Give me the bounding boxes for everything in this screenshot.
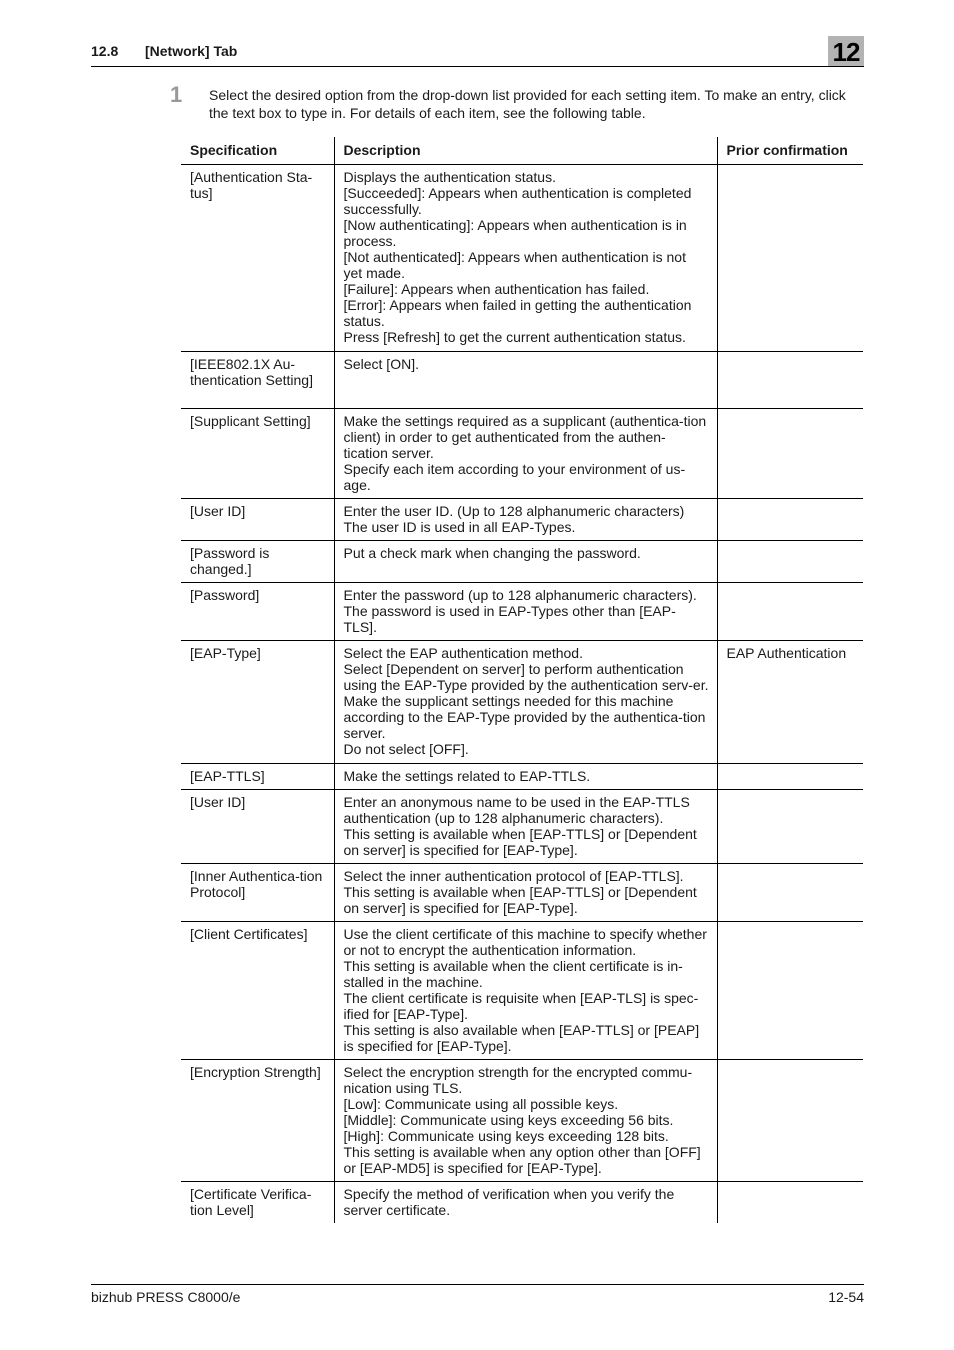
cell-prior-confirmation [717,351,863,408]
cell-specification: [User ID] [181,789,334,863]
description-line: Make the settings related to EAP-TTLS. [343,767,591,784]
table-row [181,408,863,498]
description-line: The password is used in EAP-Types other than [EAP-TLS]. [343,602,676,635]
description-line: Select [ON]. [343,355,419,372]
step-instruction: Select the desired option from the drop-down list provided for each setting item. To make an entry, click the text box to type in. For details of each item, see the following table. [209,87,846,121]
page-header [91,37,864,67]
description-line: Select the EAP authentication method. [343,644,583,661]
page-footer [91,1284,864,1305]
description-line: Select [Dependent on server] to perform authentication using the EAP-Type provided by the authentication serv-er. Make the supplicant settings needed for this machine according to the EAP-Type provided by the authentica-tion server. [343,660,709,741]
description-line: [Now authenticating]: Appears when authentication is in process. [343,216,687,249]
description-line: [Low]: Communicate using all possible keys. [343,1095,619,1112]
table-row [181,921,863,1059]
cell-description [334,789,717,863]
cell-prior-confirmation [717,582,863,640]
cell-prior-confirmation [717,789,863,863]
cell-prior-confirmation [717,921,863,1059]
description-line: Select the inner authentication protocol of [EAP-TTLS]. [343,867,684,884]
cell-prior-confirmation [717,763,863,789]
settings-table [181,137,863,1223]
description-line: Displays the authentication status. [343,168,556,185]
page-number: 12-54 [828,1289,864,1305]
table-row [181,582,863,640]
cell-description [334,1059,717,1181]
description-line: [Failure]: Appears when authentication has failed. [343,280,650,297]
table-row [181,863,863,921]
section-title: [Network] Tab [145,43,238,59]
description-line: This setting is available when [EAP-TTLS] or [Dependent on server] is specified for [EAP-Type]. [343,883,697,916]
table-row [181,351,863,408]
cell-specification: [Authentication Sta-tus] [181,164,334,351]
cell-specification: [EAP-Type] [181,640,334,763]
description-line: The user ID is used in all EAP-Types. [343,518,576,535]
cell-specification: [Supplicant Setting] [181,408,334,498]
description-line: Select the encryption strength for the encrypted commu-nication using TLS. [343,1063,693,1096]
description-line: Use the client certificate of this machine to specify whether or not to encrypt the authentication information. [343,925,707,958]
column-header-prior-confirmation: Prior confirmation [717,137,863,164]
cell-specification: [Password is changed.] [181,540,334,582]
table-row [181,540,863,582]
cell-description [334,921,717,1059]
cell-description [334,498,717,540]
cell-specification: [Client Certificates] [181,921,334,1059]
cell-prior-confirmation [717,498,863,540]
cell-description [334,863,717,921]
cell-specification: [User ID] [181,498,334,540]
cell-specification: [Certificate Verifica-tion Level] [190,1185,312,1218]
cell-prior-confirmation [717,540,863,582]
cell-prior-confirmation: EAP Authentication [717,640,863,763]
cell-description [334,164,717,351]
step-number: 1 [170,82,183,107]
table-row [181,1181,863,1223]
cell-description [334,1181,717,1223]
cell-prior-confirmation [717,408,863,498]
description-line: [High]: Communicate using keys exceeding 128 bits. [343,1127,669,1144]
column-header-description: Description [334,137,717,164]
description-line: Specify the method of verification when you verify the server certificate. [343,1185,675,1218]
description-line: Enter the user ID. (Up to 128 alphanumeric characters) [343,502,685,519]
cell-prior-confirmation [717,164,863,351]
description-line: Press [Refresh] to get the current authentication status. [343,328,686,345]
cell-specification: [Encryption Strength] [181,1059,334,1181]
description-line: This setting is available when any option other than [OFF] or [EAP-MD5] is specified for [EAP-Type]. [343,1143,701,1176]
cell-description [334,582,717,640]
cell-prior-confirmation [717,1181,863,1223]
description-line: [Not authenticated]: Appears when authentication is not yet made. [343,248,686,281]
description-line: This setting is also available when [EAP-TTLS] or [PEAP] is specified for [EAP-Type]. [343,1021,700,1054]
table-header-row [181,137,863,164]
description-line: Enter an anonymous name to be used in the EAP-TTLS authentication (up to 128 alphanumeric characters). [343,793,690,826]
cell-description [334,408,717,498]
description-line: Make the settings required as a supplicant (authentica-tion client) in order to get authenticated from the authen-tication server. [343,412,707,461]
table-row [181,164,863,351]
cell-prior-confirmation [717,1059,863,1181]
description-line: [Succeeded]: Appears when authentication is completed successfully. [343,184,692,217]
description-line: Enter the password (up to 128 alphanumeric characters). [343,586,697,603]
cell-description [334,351,717,408]
description-line: This setting is available when [EAP-TTLS] or [Dependent on server] is specified for [EAP-Type]. [343,825,697,858]
table-row [181,763,863,789]
description-line: The client certificate is requisite when [EAP-TLS] is spec-ified for [EAP-Type]. [343,989,699,1022]
description-line: Put a check mark when changing the password. [343,544,641,561]
cell-specification: [Inner Authentica-tion Protocol] [181,863,334,921]
column-header-specification: Specification [181,137,334,164]
description-line: Do not select [OFF]. [343,740,469,757]
description-line: Specify each item according to your environment of us-age. [343,460,686,493]
description-line: [Middle]: Communicate using keys exceeding 56 bits. [343,1111,674,1128]
section-number: 12.8 [91,43,119,59]
product-name: bizhub PRESS C8000/e [91,1289,241,1305]
table-row [181,640,863,763]
cell-prior-confirmation [717,863,863,921]
table-row [181,1059,863,1181]
cell-description [334,540,717,582]
cell-description [334,640,717,763]
cell-specification: [EAP-TTLS] [181,763,334,789]
cell-specification: [IEEE802.1X Au-thentication Setting] [181,351,334,408]
cell-description [334,763,717,789]
cell-specification: [Password] [181,582,334,640]
table-row [181,789,863,863]
chapter-badge: 12 [828,36,864,66]
description-line: This setting is available when the client certificate is in-stalled in the machine. [343,957,683,990]
description-line: [Error]: Appears when failed in getting the authentication status. [343,296,692,329]
table-row [181,498,863,540]
table-body [181,164,863,1223]
